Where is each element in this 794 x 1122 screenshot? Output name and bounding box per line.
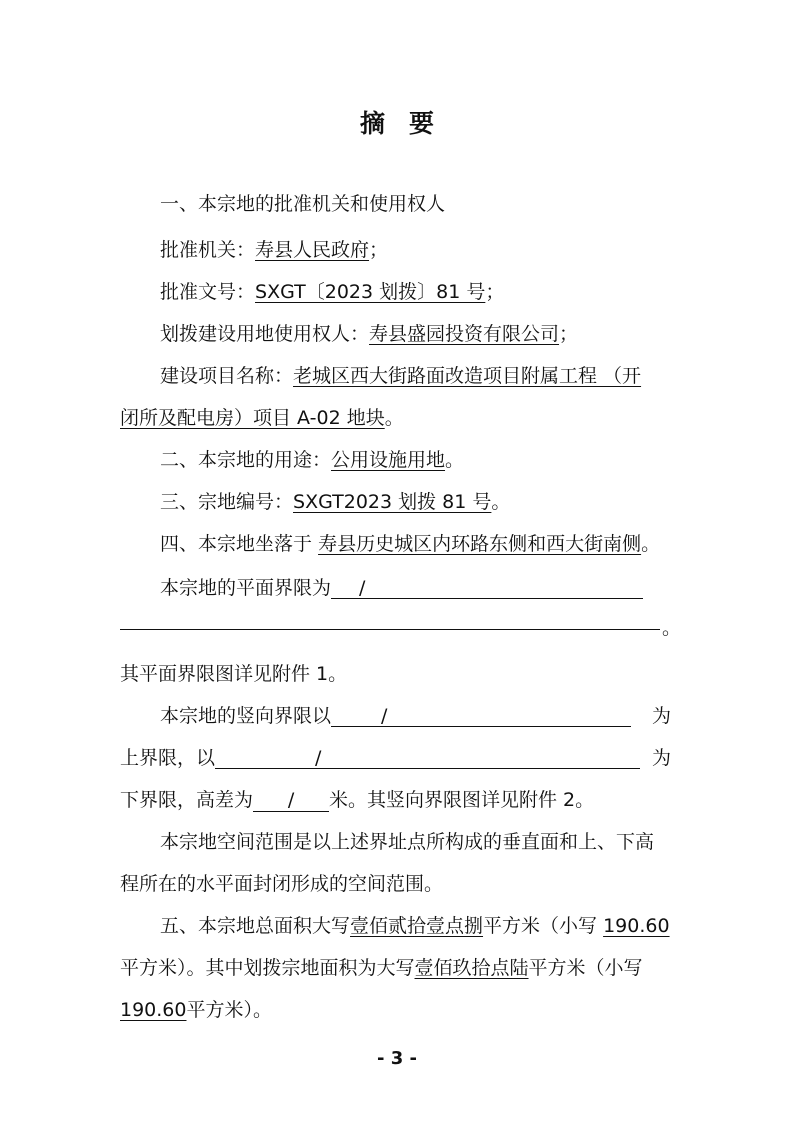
spatial-extent-line-1: 本宗地空间范围是以上述界址点所构成的垂直面和上、下高 — [160, 831, 655, 853]
parcel-number-label: 三、宗地编号： — [160, 491, 294, 513]
land-user-line — [160, 322, 578, 346]
approval-authority-end: ； — [369, 239, 389, 261]
area-allocated-figure: 190.60 — [120, 999, 187, 1021]
plane-boundary-line — [160, 576, 643, 600]
section-1-heading: 一、本宗地的批准机关和使用权人 — [160, 193, 446, 215]
height-difference-value: / — [253, 789, 329, 812]
title-char-2: 要 — [409, 109, 435, 138]
approval-authority-value: 寿县人民政府 — [255, 239, 370, 261]
lower-boundary-label: 下界限，高差为 — [120, 789, 254, 811]
location-value: 寿县历史城区内环路东侧和西大街南侧 — [318, 533, 642, 555]
project-name-line-2 — [120, 406, 404, 430]
land-use-value: 公用设施用地 — [331, 449, 446, 471]
plane-boundary-value: / — [331, 577, 643, 599]
upper-boundary-value: / — [215, 747, 640, 769]
parcel-number-end: 。 — [491, 491, 511, 513]
vertical-boundary-label: 本宗地的竖向界限以 — [160, 705, 332, 727]
land-user-label: 划拨建设用地使用权人： — [160, 323, 370, 345]
upper-boundary-label: 上界限，以 — [120, 747, 216, 769]
location-end: 。 — [641, 533, 661, 555]
vertical-boundary-value: / — [331, 705, 631, 727]
approval-authority-label: 批准机关： — [160, 239, 256, 261]
plane-boundary-end: 。 — [662, 617, 682, 639]
project-name-value-2: 闭所及配电房）项目 A-02 地块 — [120, 407, 385, 429]
approval-authority-line — [160, 238, 388, 262]
project-name-line-1 — [160, 364, 641, 388]
title-char-1: 摘 — [359, 109, 385, 138]
location-label: 四、本宗地坐落于 — [160, 533, 313, 555]
page-number: - 3 - — [377, 1048, 417, 1069]
land-user-value: 寿县盛园投资有限公司 — [369, 323, 560, 345]
area-line-1 — [160, 914, 670, 938]
area-allocated-unit: 平方米（小写 — [528, 957, 643, 979]
project-name-value-1: 老城区西大街路面改造项目附属工程 （开 — [293, 365, 642, 387]
location-line — [160, 532, 660, 556]
area-line-3 — [120, 998, 272, 1022]
land-use-label: 二、本宗地的用途： — [160, 449, 332, 471]
area-total-unit: 平方米（小写 — [483, 915, 604, 937]
vertical-boundary-end: 为 — [652, 705, 672, 727]
plane-boundary-continuation-rule — [120, 629, 660, 630]
plane-boundary-label: 本宗地的平面界限为 — [160, 577, 332, 599]
area-allocated-end: 平方米）。 — [186, 999, 272, 1021]
area-total-figure: 190.60 — [603, 915, 670, 937]
area-allocated-label: 平方米）。其中划拨宗地面积为大写 — [120, 957, 415, 979]
spatial-extent-line-2: 程所在的水平面封闭形成的空间范围。 — [120, 873, 444, 895]
parcel-number-line — [160, 490, 510, 514]
approval-docno-end: ； — [485, 281, 505, 303]
lower-boundary-end: 米。其竖向界限图详见附件 2。 — [329, 789, 595, 811]
area-total-label: 五、本宗地总面积大写 — [160, 915, 351, 937]
land-use-line — [160, 448, 464, 472]
upper-boundary-end: 为 — [652, 747, 672, 769]
area-line-2 — [120, 956, 643, 980]
vertical-boundary-line — [160, 704, 631, 728]
area-total-words: 壹佰贰拾壹点捌 — [350, 915, 484, 937]
plane-boundary-reference: 其平面界限图详见附件 1。 — [120, 663, 348, 685]
parcel-number-value: SXGT2023 划拨 81 号 — [293, 491, 492, 513]
approval-docno-label: 批准文号： — [160, 281, 256, 303]
land-use-end: 。 — [445, 449, 465, 471]
page-title — [0, 104, 794, 140]
upper-boundary-line — [120, 746, 640, 770]
approval-docno-line — [160, 280, 504, 304]
approval-docno-value: SXGT〔2023 划拨〕81 号 — [255, 281, 486, 303]
land-user-end: ； — [559, 323, 579, 345]
project-name-label: 建设项目名称： — [160, 365, 294, 387]
area-allocated-words: 壹佰玖拾点陆 — [414, 957, 529, 979]
project-name-end: 。 — [384, 407, 404, 429]
lower-boundary-line — [120, 788, 594, 812]
